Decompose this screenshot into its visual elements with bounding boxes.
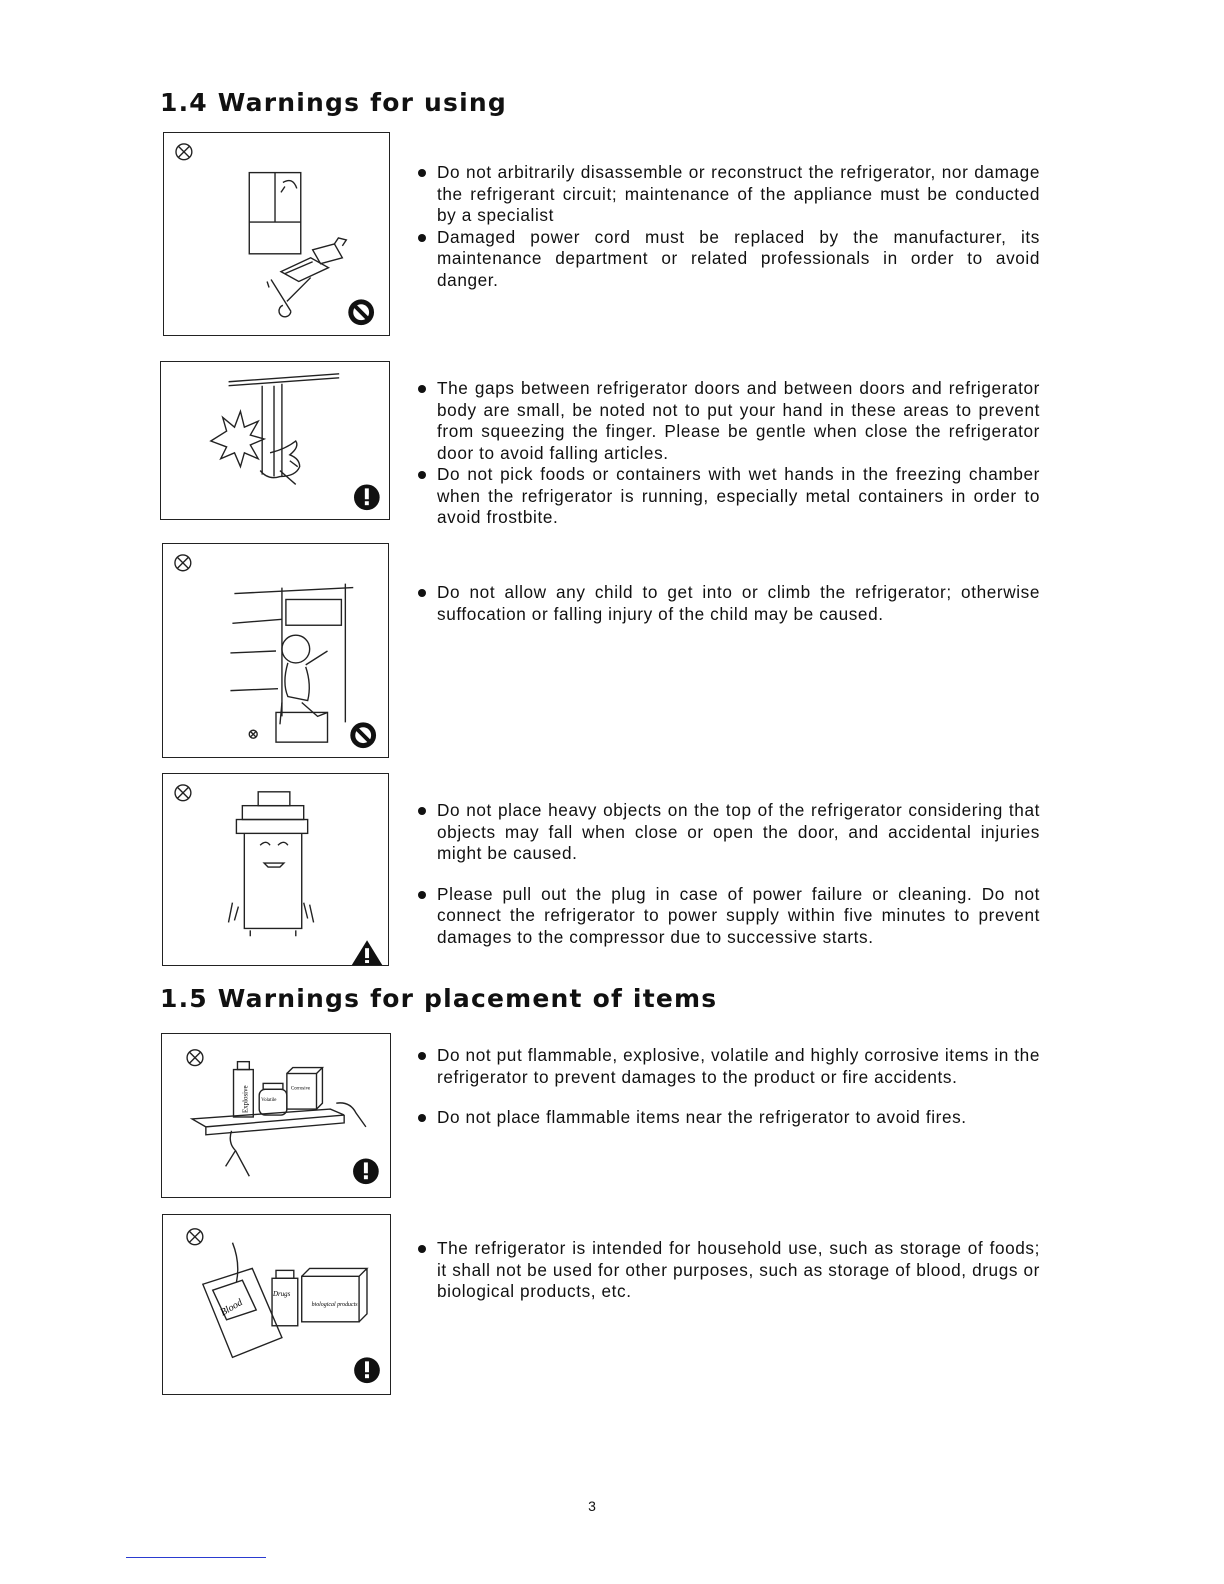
disassembly-prohibited-icon — [164, 133, 389, 335]
list-item: Do not pick foods or containers with wet hands in the freezing chamber when the refrigerator is running, especially metal containers in order to avoid frostbite. — [416, 464, 1040, 529]
label-blood: Blood — [218, 1297, 245, 1319]
bullet-list-block-2 — [416, 378, 1040, 529]
prohibition-icon — [348, 299, 374, 325]
list-item: The refrigerator is intended for household use, such as storage of foods; it shall not be used for other purposes, such as storage of blood, drugs or biological products, etc. — [416, 1238, 1040, 1303]
bullet-list-block-4 — [416, 800, 1040, 948]
warning-triangle-icon — [351, 940, 383, 965]
section-heading-1-4: 1.4 Warnings for using — [160, 88, 507, 117]
list-item: The gaps between refrigerator doors and between doors and refrigerator body are small, be noted not to put your hand in these areas to prevent from squeezing the finger. Please be gentle when close the refrigerator door to avoid falling articles. — [416, 378, 1040, 464]
list-item: Do not allow any child to get into or climb the refrigerator; otherwise suffocation or falling injury of the child may be caused. — [416, 582, 1040, 625]
label-corrosive: Corrosive — [290, 1086, 311, 1092]
bullet-list-block-6 — [416, 1238, 1040, 1303]
illustration-disassembly — [163, 132, 390, 336]
door-pinch-hand-icon — [161, 362, 389, 519]
label-volatile: Volatile — [261, 1098, 277, 1104]
flammable-items-shelf-icon — [162, 1034, 390, 1197]
list-item: Do not arbitrarily disassemble or reconstruct the refrigerator, nor damage the refrigerant circuit; maintenance of the appliance must be conducted by a specialist — [416, 162, 1040, 227]
caution-icon — [354, 1357, 380, 1383]
caution-icon — [354, 484, 380, 510]
bullet-list-block-3 — [416, 582, 1040, 625]
bullet-list-block-1 — [416, 162, 1040, 291]
list-item: Do not place heavy objects on the top of the refrigerator considering that objects may fall when close or open the door, and accidental injuries might be caused. — [416, 800, 1040, 865]
heavy-objects-on-top-icon — [163, 774, 388, 965]
illustration-door-pinch — [160, 361, 390, 520]
illustration-flammable-items — [161, 1033, 391, 1198]
list-item: Do not place flammable items near the refrigerator to avoid fires. — [416, 1107, 1040, 1129]
label-drugs: Drugs — [273, 1291, 291, 1299]
list-item: Damaged power cord must be replaced by the manufacturer, its maintenance department or related professionals in order to avoid danger. — [416, 227, 1040, 292]
list-item: Please pull out the plug in case of power failure or cleaning. Do not connect the refrigerator to power supply within five minutes to prevent damages to the compressor due to successive starts. — [416, 884, 1040, 949]
illustration-heavy-objects — [162, 773, 389, 966]
page-number: 3 — [588, 1498, 596, 1514]
bullet-list-block-5 — [416, 1045, 1040, 1129]
list-item: Do not put flammable, explosive, volatile and highly corrosive items in the refrigerator to prevent damages to the product or fire accidents. — [416, 1045, 1040, 1088]
label-explosive: Explosive — [242, 1085, 250, 1114]
caution-icon — [353, 1158, 379, 1184]
illustration-child-climbing — [162, 543, 389, 758]
footer-rule — [126, 1557, 266, 1558]
illustration-blood-drugs — [162, 1214, 391, 1395]
blood-drugs-storage-icon — [163, 1215, 390, 1394]
section-heading-1-5: 1.5 Warnings for placement of items — [160, 984, 718, 1013]
child-climbing-icon — [163, 544, 388, 757]
prohibition-icon — [350, 722, 376, 748]
label-biological: biological products — [311, 1301, 358, 1308]
